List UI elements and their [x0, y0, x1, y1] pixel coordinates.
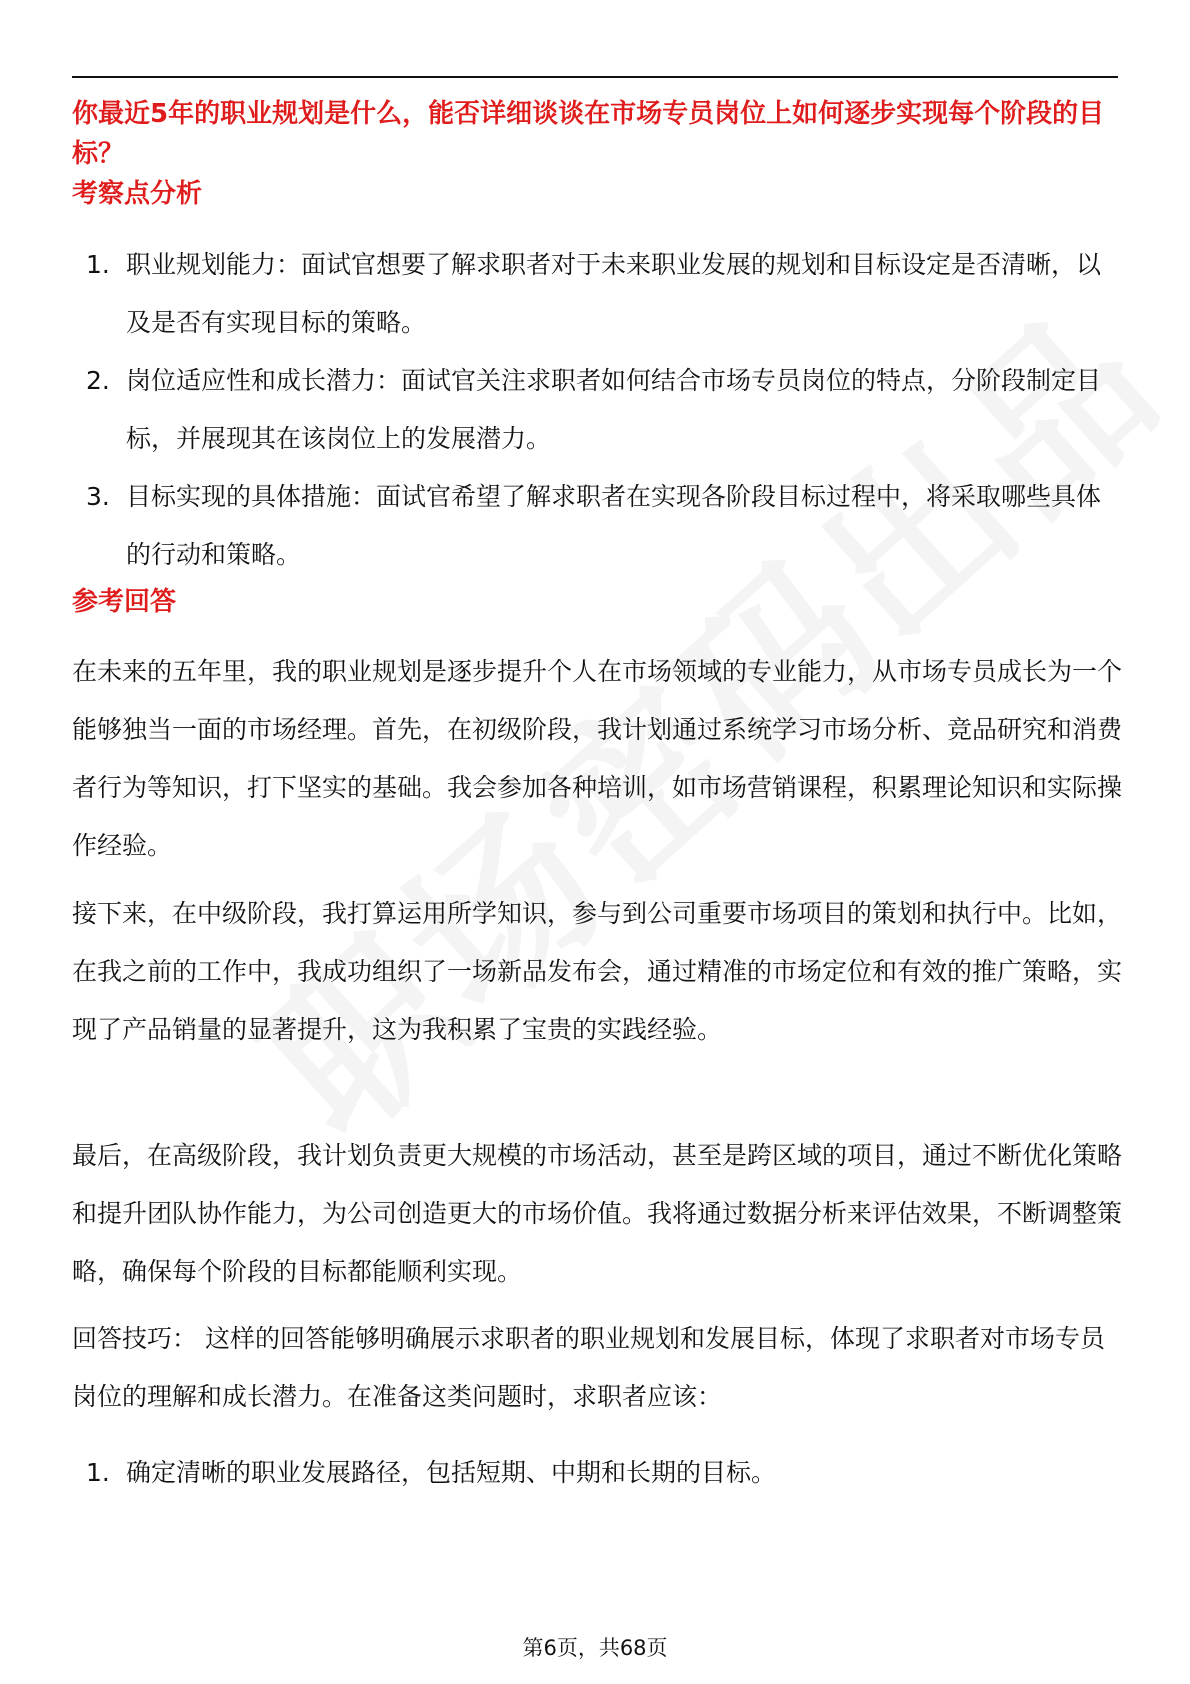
list-number: 1. — [86, 250, 110, 279]
analysis-item — [72, 468, 1122, 584]
answer-paragraph: 接下来，在中级阶段，我打算运用所学知识，参与到公司重要市场项目的策划和执行中。比如，在我之前的工作中，我成功组织了一场新品发布会，通过精准的市场定位和有效的推广策略，实现了产品销量的显著提升，这为我积累了宝贵的实践经验。 — [72, 899, 1123, 1044]
analysis-item-text: 职业规划能力：面试官想要了解求职者对于未来职业发展的规划和目标设定是否清晰，以及是否有实现目标的策略。 — [126, 250, 1102, 337]
answer-paragraph: 最后，在高级阶段，我计划负责更大规模的市场活动，甚至是跨区域的项目，通过不断优化策略和提升团队协作能力，为公司创造更大的市场价值。我将通过数据分析来评估效果，不断调整策略，确保每个阶段的目标都能顺利实现。 — [72, 1141, 1123, 1286]
question-heading: 你最近5年的职业规划是什么，能否详细谈谈在市场专员岗位上如何逐步实现每个阶段的目标？ — [72, 99, 1105, 169]
answer-tips-paragraph: 回答技巧： 这样的回答能够明确展示求职者的职业规划和发展目标，体现了求职者对市场专员岗位的理解和成长潜力。在准备这类问题时，求职者应该： — [72, 1324, 1105, 1411]
analysis-item-text: 目标实现的具体措施：面试官希望了解求职者在实现各阶段目标过程中，将采取哪些具体的行动和策略。 — [126, 482, 1102, 569]
tips-item — [72, 1444, 1122, 1502]
tips-list — [72, 1444, 1122, 1502]
analysis-item — [72, 352, 1122, 468]
tips-item-text: 确定清晰的职业发展路径，包括短期、中期和长期的目标。 — [126, 1458, 777, 1487]
analysis-title: 考察点分析 — [72, 179, 203, 209]
analysis-item-text: 岗位适应性和成长潜力：面试官关注求职者如何结合市场专员岗位的特点，分阶段制定目标，并展现其在该岗位上的发展潜力。 — [126, 366, 1102, 453]
analysis-list — [72, 236, 1122, 584]
list-number: 1. — [86, 1458, 110, 1487]
header-rule — [72, 76, 1118, 78]
list-number: 3. — [86, 482, 110, 511]
page-footer: 第6页，共68页 — [522, 1636, 668, 1660]
analysis-item — [72, 236, 1122, 352]
list-number: 2. — [86, 366, 110, 395]
answer-paragraph: 在未来的五年里，我的职业规划是逐步提升个人在市场领域的专业能力，从市场专员成长为一个能够独当一面的市场经理。首先，在初级阶段，我计划通过系统学习市场分析、竞品研究和消费者行为等知识，打下坚实的基础。我会参加各种培训，如市场营销课程，积累理论知识和实际操作经验。 — [72, 657, 1123, 860]
answer-title: 参考回答 — [72, 587, 177, 617]
